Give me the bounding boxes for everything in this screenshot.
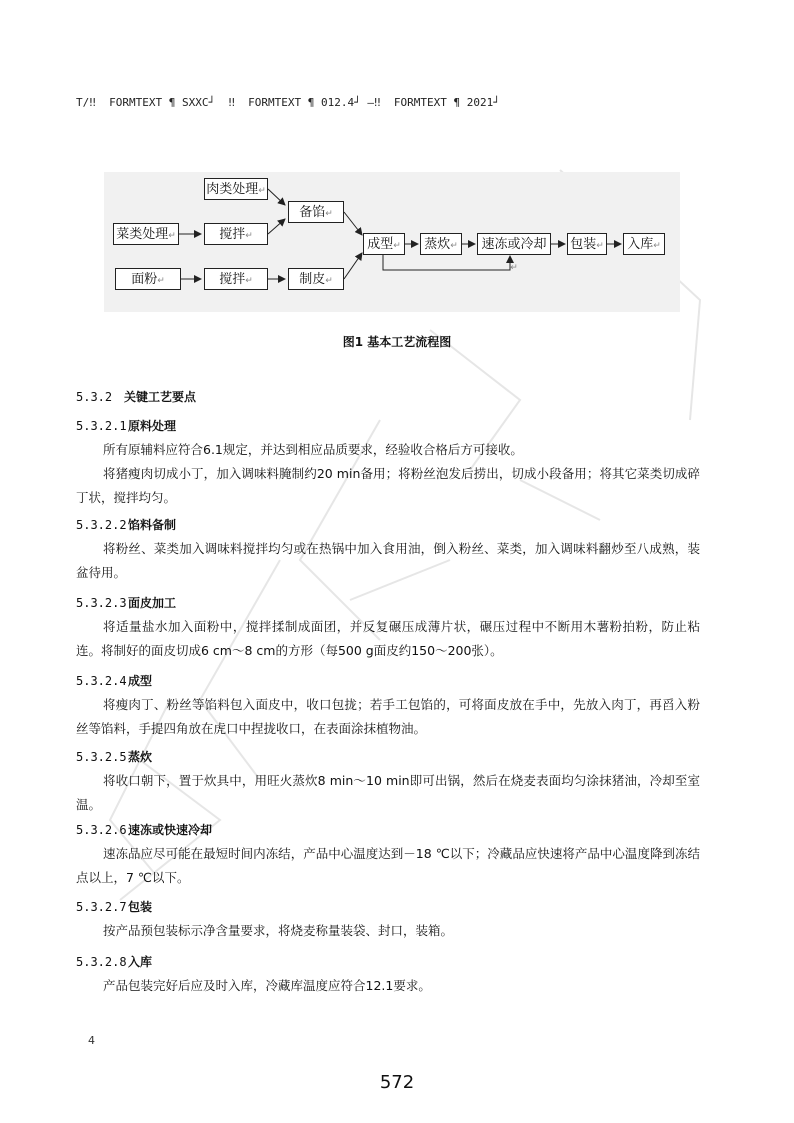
flow-node-store: 入库↵ xyxy=(623,233,665,255)
paragraph: 按产品预包装标示净含量要求，将烧麦称量装袋、封口，装箱。 xyxy=(103,923,454,938)
flow-node-veg: 菜类处理↵ xyxy=(113,223,179,245)
paragraph: 将猪瘦肉切成小丁，加入调味料腌制约20 min备用；将粉丝泡发后捞出，切成小段备用；将其它菜类切成碎丁状，搅拌均匀。 xyxy=(76,466,700,505)
section-heading-5-3-2-4: 5.3.2.4成型 xyxy=(76,674,153,688)
arrow-skin-shape xyxy=(344,253,362,279)
flow-node-meat: 肉类处理↵ xyxy=(204,178,268,200)
paragraph: 将适量盐水加入面粉中，搅拌揉制成面团，并反复碾压成薄片状，碾压过程中不断用木薯粉拍粉，防止粘连。将制好的面皮切成6 cm～8 cm的方形（每500 g面皮约150～200张）。 xyxy=(76,619,700,658)
flow-node-shape: 成型↵ xyxy=(363,233,405,255)
paragraph: 产品包装完好后应及时入库，冷藏库温度应符合12.1要求。 xyxy=(103,978,431,993)
section-heading-5-3-2-3: 5.3.2.3面皮加工 xyxy=(76,596,177,610)
paragraph: 速冻品应尽可能在最短时间内冻结，产品中心温度达到－18 ℃以下；冷藏品应快速将产品中心温度降到冻结点以上，7 ℃以下。 xyxy=(76,846,700,885)
section-heading-5-3-2-2: 5.3.2.2馅料备制 xyxy=(76,518,177,532)
section-heading-5-3-2-7: 5.3.2.7包装 xyxy=(76,900,153,914)
arrow-stir-filling xyxy=(268,219,285,234)
page-number-small: 4 xyxy=(88,1034,95,1047)
section-heading-5-3-2-5: 5.3.2.5蒸炊 xyxy=(76,750,153,764)
section-heading-5-3-2-6: 5.3.2.6速冻或快速冷却 xyxy=(76,823,213,837)
section-heading-5-3-2-1: 5.3.2.1原料处理 xyxy=(76,419,177,433)
paragraph: 将瘦肉丁、粉丝等馅料包入面皮中，收口包拢；若手工包馅的，可将面皮放在手中，先放入肉丁，再舀入粉丝等馅料，手提四角放在虎口中捏拢收口，在表面涂抹植物油。 xyxy=(76,697,700,736)
section-heading-main: 5.3.2 关键工艺要点 xyxy=(76,390,197,404)
page-number-large: 572 xyxy=(379,1072,415,1093)
flow-node-flour: 面粉↵ xyxy=(115,268,181,290)
flow-node-pack: 包装↵ xyxy=(567,233,607,255)
figure-caption: 图1 基本工艺流程图 xyxy=(342,335,452,349)
flow-node-filling: 备馅↵ xyxy=(288,201,344,223)
flow-node-stir-2: 搅拌↵ xyxy=(204,268,268,290)
flow-node-stir-1: 搅拌↵ xyxy=(204,223,268,245)
paragraph: 所有原辅料应符合6.1规定，并达到相应品质要求，经验收合格后方可接收。 xyxy=(103,442,523,457)
flow-node-freeze: 速冻或冷却↵ xyxy=(477,233,551,255)
flow-node-steam: 蒸炊↵ xyxy=(420,233,462,255)
arrow-shape-freeze-bypass xyxy=(383,255,510,270)
paragraph: 将收口朝下，置于炊具中，用旺火蒸炊8 min～10 min即可出锅，然后在烧麦表面均匀涂抹猪油，冷却至室温。 xyxy=(76,773,700,812)
arrow-meat-filling xyxy=(268,189,285,205)
flow-node-skin: 制皮↵ xyxy=(288,268,344,290)
section-heading-5-3-2-8: 5.3.2.8入库 xyxy=(76,955,153,969)
paragraph: 将粉丝、菜类加入调味料搅拌均匀或在热锅中加入食用油，倒入粉丝、菜类，加入调味料翻炒至八成熟，装盆待用。 xyxy=(76,541,700,580)
document-header: T/‼ FORMTEXT ¶ SXXC┘ ‼ FORMTEXT ¶ 012.4┘ —‼ FORMTEXT ¶ 2021┘ xyxy=(76,96,500,109)
arrow-filling-shape xyxy=(344,212,362,235)
